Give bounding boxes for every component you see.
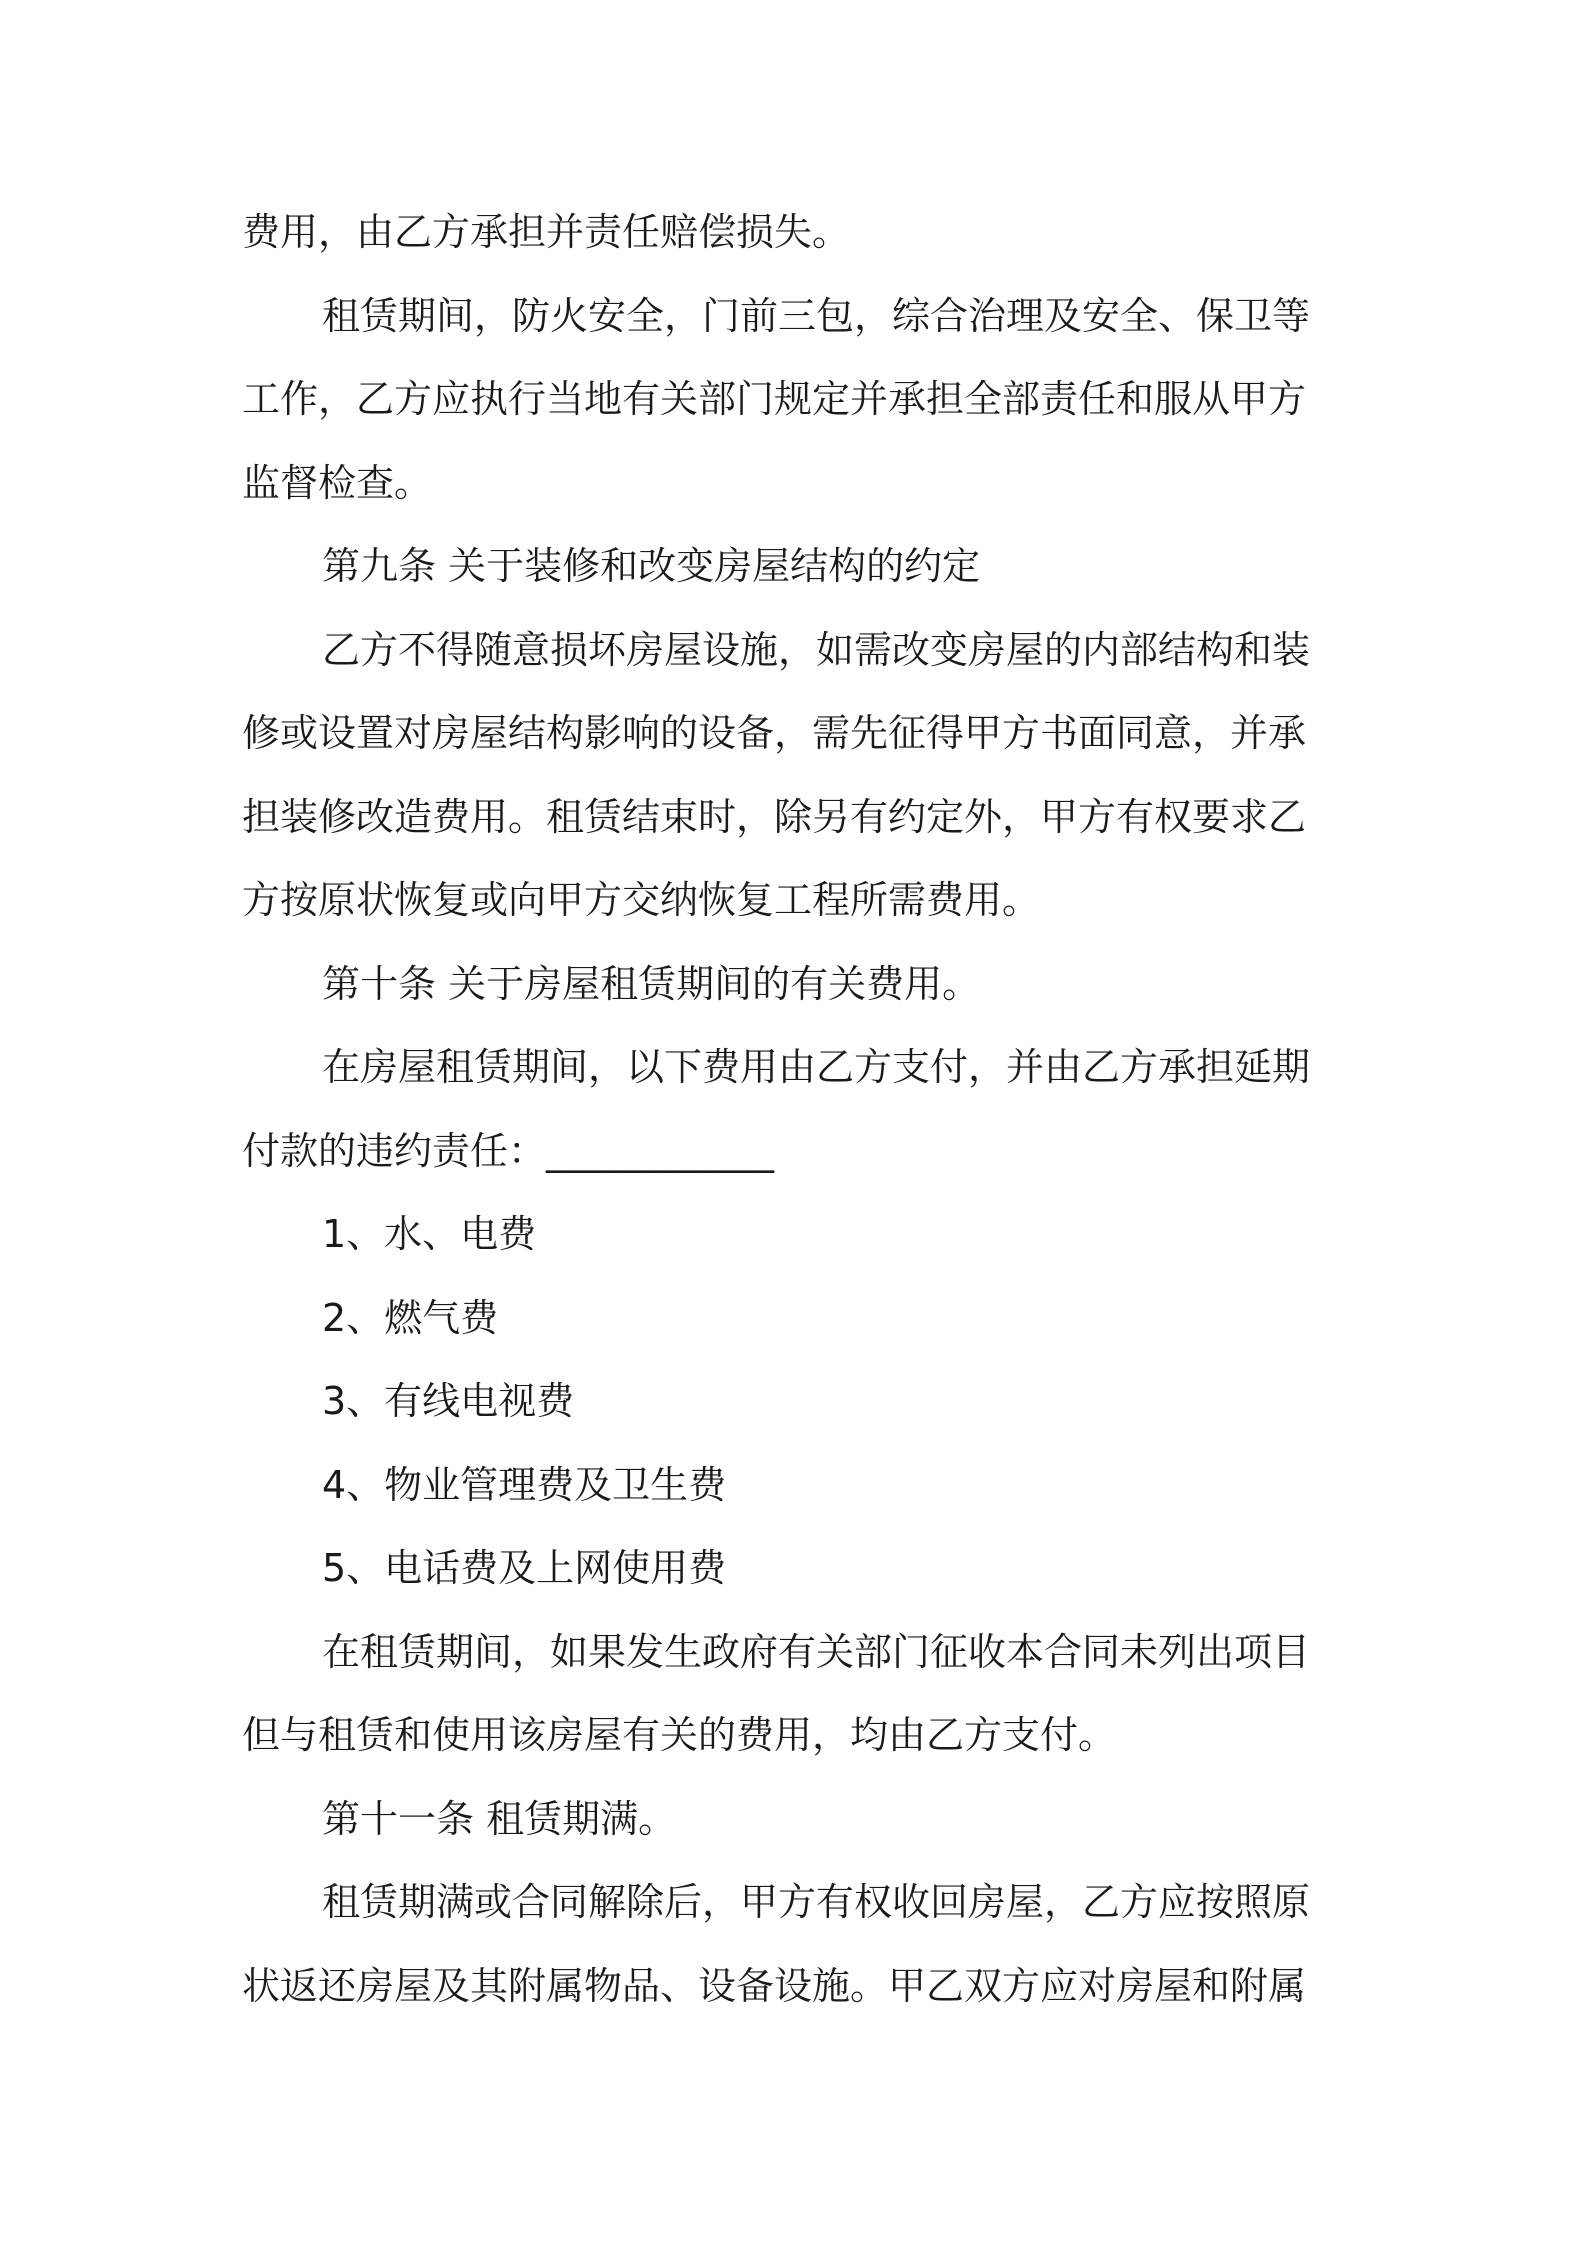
section-heading: 第九条 关于装修和改变房屋结构的约定	[322, 544, 981, 588]
list-item: 2、燃气费	[322, 1295, 499, 1340]
paragraph-line: 乙方不得随意损坏房屋设施，如需改变房屋的内部结构和装	[322, 627, 1311, 672]
paragraph-line: 担装修改造费用。租赁结束时，除另有约定外，甲方有权要求乙	[242, 794, 1307, 839]
paragraph-line: 监督检查。	[242, 460, 433, 505]
list-item: 3、有线电视费	[322, 1379, 575, 1423]
document-body	[242, 191, 1357, 2028]
paragraph-line: 在租赁期间，如果发生政府有关部门征收本合同未列出项目	[322, 1629, 1311, 1674]
paragraph-line: 方按原状恢复或向甲方交纳恢复工程所需费用。	[242, 878, 1041, 922]
paragraph-line: 费用，由乙方承担并责任赔偿损失。	[242, 210, 851, 254]
list-item: 1、水、电费	[322, 1212, 537, 1256]
paragraph-line: 租赁期间，防火安全，门前三包，综合治理及安全、保卫等	[322, 293, 1311, 338]
section-heading: 第十条 关于房屋租赁期间的有关费用。	[322, 961, 981, 1006]
paragraph-line: 付款的违约责任：____________	[242, 1128, 775, 1173]
list-item: 4、物业管理费及卫生费	[322, 1462, 727, 1507]
paragraph-line: 在房屋租赁期间，以下费用由乙方支付，并由乙方承担延期	[322, 1045, 1311, 1089]
paragraph-line: 租赁期满或合同解除后，甲方有权收回房屋，乙方应按照原	[322, 1880, 1311, 1924]
section-heading: 第十一条 租赁期满。	[322, 1796, 677, 1841]
paragraph-line: 修或设置对房屋结构影响的设备，需先征得甲方书面同意，并承	[242, 711, 1307, 755]
paragraph-line: 工作，乙方应执行当地有关部门规定并承担全部责任和服从甲方	[242, 377, 1307, 421]
paragraph-line: 状返还房屋及其附属物品、设备设施。甲乙双方应对房屋和附属	[242, 1963, 1307, 2008]
paragraph-line: 但与租赁和使用该房屋有关的费用，均由乙方支付。	[242, 1713, 1117, 1757]
list-item: 5、电话费及上网使用费	[322, 1546, 727, 1590]
